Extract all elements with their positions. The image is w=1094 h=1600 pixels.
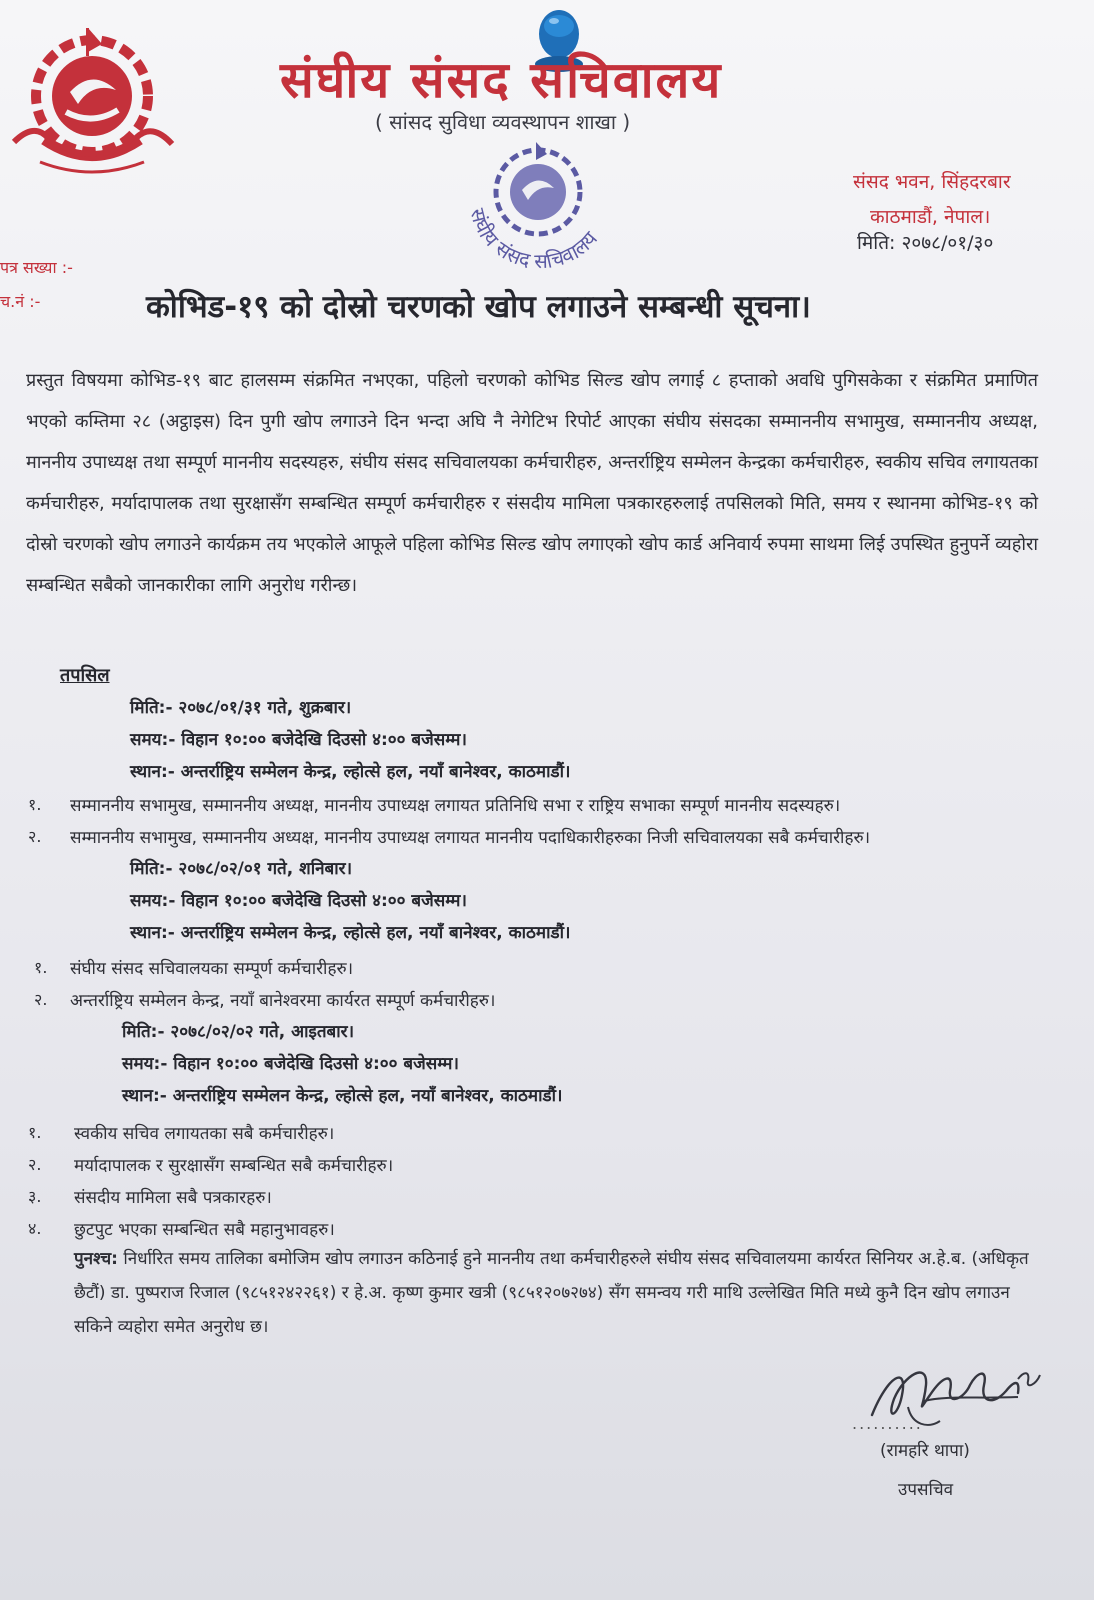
- session-1-date: मिति:- २०७८/०१/३१ गते, शुक्रबार।: [130, 698, 352, 718]
- signature-line: ..........: [852, 1414, 923, 1433]
- list-item-number: ३.: [28, 1187, 42, 1206]
- session-2-date: मिति:- २०७८/०२/०१ गते, शनिबार।: [130, 859, 353, 879]
- parliament-emblem-logo: [4, 22, 180, 180]
- session-1-time: समय:- विहान १०:०० बजेदेखि दिउसो ४:०० बजेसम्म।: [130, 730, 467, 750]
- list-item: अन्तर्राष्ट्रिय सम्मेलन केन्द्र, नयाँ बानेश्वरमा कार्यरत सम्पूर्ण कर्मचारीहरु।: [70, 991, 496, 1011]
- address-line-2: काठमाडौं, नेपाल।: [870, 206, 991, 228]
- letterhead-title: संघीय संसद सचिवालय: [280, 51, 723, 109]
- address-line-1: संसद भवन, सिंहदरबार: [853, 171, 1011, 193]
- signatory-designation: उपसचिव: [898, 1480, 954, 1500]
- list-item-number: ४.: [28, 1219, 42, 1238]
- session-2-time: समय:- विहान १०:०० बजेदेखि दिउसो ४:०० बजेसम्म।: [130, 891, 467, 911]
- dispatch-number-label: च.नं :-: [0, 292, 41, 311]
- list-item-number: १.: [28, 795, 42, 814]
- postscript-text: निर्धारित समय तालिका बमोजिम खोप लगाउन कठिनाई हुने माननीय तथा कर्मचारीहरुले संघीय संसद सचिवालयमा कार्यरत सिनियर अ.हे.ब. (अधिकृत छैटौं) डा. पुष्पराज रिजाल (९८५१२४२२६१) र हे.अ. कृष्ण कुमार खत्री (९८५१२०७२७४) सँग समन्वय गरी माथि उल्लेखित मिति मध्ये कुनै दिन खोप लगाउन सकिने व्यहोरा समेत अनुरोध छ।: [74, 1249, 1029, 1337]
- list-item-number: २.: [28, 1155, 42, 1174]
- list-item: सम्माननीय सभामुख, सम्माननीय अध्यक्ष, माननीय उपाध्यक्ष लगायत माननीय पदाधिकारीहरुका निजी सचिवालयका सबै कर्मचारीहरु।: [70, 828, 871, 848]
- notice-body: प्रस्तुत विषयमा कोभिड-१९ बाट हालसम्म संक्रमित नभएका, पहिलो चरणको कोभिड सिल्ड खोप लगाई ८ हप्ताको अवधि पुगिसकेका र संक्रमित प्रमाणित भएको कम्तिमा २८ (अट्ठाइस) दिन पुगी खोप लगाउने दिन भन्दा अघि नै नेगेटिभ रिपोर्ट आएका संघीय संसदका सम्माननीय सभामुख, सम्माननीय अध्यक्ष, माननीय उपाध्यक्ष तथा सम्पूर्ण माननीय सदस्यहरु, संघीय संसद सचिवालयका कर्मचारीहरु, अन्तर्राष्ट्रिय सम्मेलन केन्द्रका कर्मचारीहरु, स्वकीय सचिव लगायतका कर्मचारीहरु, मर्यादापालक तथा सुरक्षासँग सम्बन्धित सम्पूर्ण कर्मचारीहरु र संसदीय मामिला पत्रकारहरुलाई तपसिलको मिति, समय र स्थानमा कोभिड-१९ को दोस्रो चरणको खोप लगाउने कार्यक्रम तय भएकोले आफूले पहिला कोभिड सिल्ड खोप लगाएको खोप कार्ड अनिवार्य रुपमा साथमा लिई उपस्थित हुनुपर्ने व्यहोरा सम्बन्धित सबैको जानकारीका लागि अनुरोध गरीन्छ।: [26, 370, 1038, 596]
- notice-title: कोभिड-१९ को दोस्रो चरणको खोप लगाउने सम्बन्धी सूचना।: [146, 289, 811, 325]
- letterhead-branch: ( सांसद सुविधा व्यवस्थापन शाखा ): [375, 110, 631, 134]
- signatory-name: (रामहरि थापा): [880, 1441, 970, 1461]
- session-1-place: स्थान:- अन्तर्राष्ट्रिय सम्मेलन केन्द्र, ल्होत्से हल, नयाँ बानेश्वर, काठमाडौं।: [130, 762, 571, 782]
- office-seal-stamp: [452, 136, 628, 286]
- list-item: संघीय संसद सचिवालयका सम्पूर्ण कर्मचारीहरु।: [70, 959, 354, 979]
- seal-text: संघीय संसद सचिवालय: [465, 205, 603, 274]
- list-item-number: १.: [34, 958, 48, 977]
- session-3-time: समय:- विहान १०:०० बजेदेखि दिउसो ४:०० बजेसम्म।: [122, 1054, 459, 1074]
- postscript: [74, 1242, 1032, 1344]
- list-item: संसदीय मामिला सबै पत्रकारहरु।: [74, 1188, 272, 1208]
- list-item: सम्माननीय सभामुख, सम्माननीय अध्यक्ष, माननीय उपाध्यक्ष लगायत प्रतिनिधि सभा र राष्ट्रिय सभाका सम्पूर्ण माननीय सदस्यहरु।: [70, 796, 841, 816]
- letter-date: मिति: २०७८/०१/३०: [857, 232, 994, 254]
- list-item-number: १.: [28, 1123, 42, 1142]
- postscript-label: पुनश्च:: [74, 1249, 118, 1269]
- schedule-heading: तपसिल: [60, 665, 110, 686]
- list-item-number: २.: [34, 990, 48, 1009]
- list-item-number: २.: [28, 827, 42, 846]
- session-3-place: स्थान:- अन्तर्राष्ट्रिय सम्मेलन केन्द्र, ल्होत्से हल, नयाँ बानेश्वर, काठमाडौं।: [122, 1086, 563, 1106]
- letter-number-label: पत्र सख्या :-: [0, 258, 73, 277]
- session-2-place: स्थान:- अन्तर्राष्ट्रिय सम्मेलन केन्द्र, ल्होत्से हल, नयाँ बानेश्वर, काठमाडौं।: [130, 923, 571, 943]
- list-item: छुटपुट भएका सम्बन्धित सबै महानुभावहरु।: [74, 1220, 335, 1240]
- list-item: स्वकीय सचिव लगायतका सबै कर्मचारीहरु।: [74, 1124, 335, 1144]
- list-item: मर्यादापालक र सुरक्षासँग सम्बन्धित सबै कर्मचारीहरु।: [74, 1156, 394, 1176]
- session-3-date: मिति:- २०७८/०२/०२ गते, आइतबार।: [122, 1022, 355, 1042]
